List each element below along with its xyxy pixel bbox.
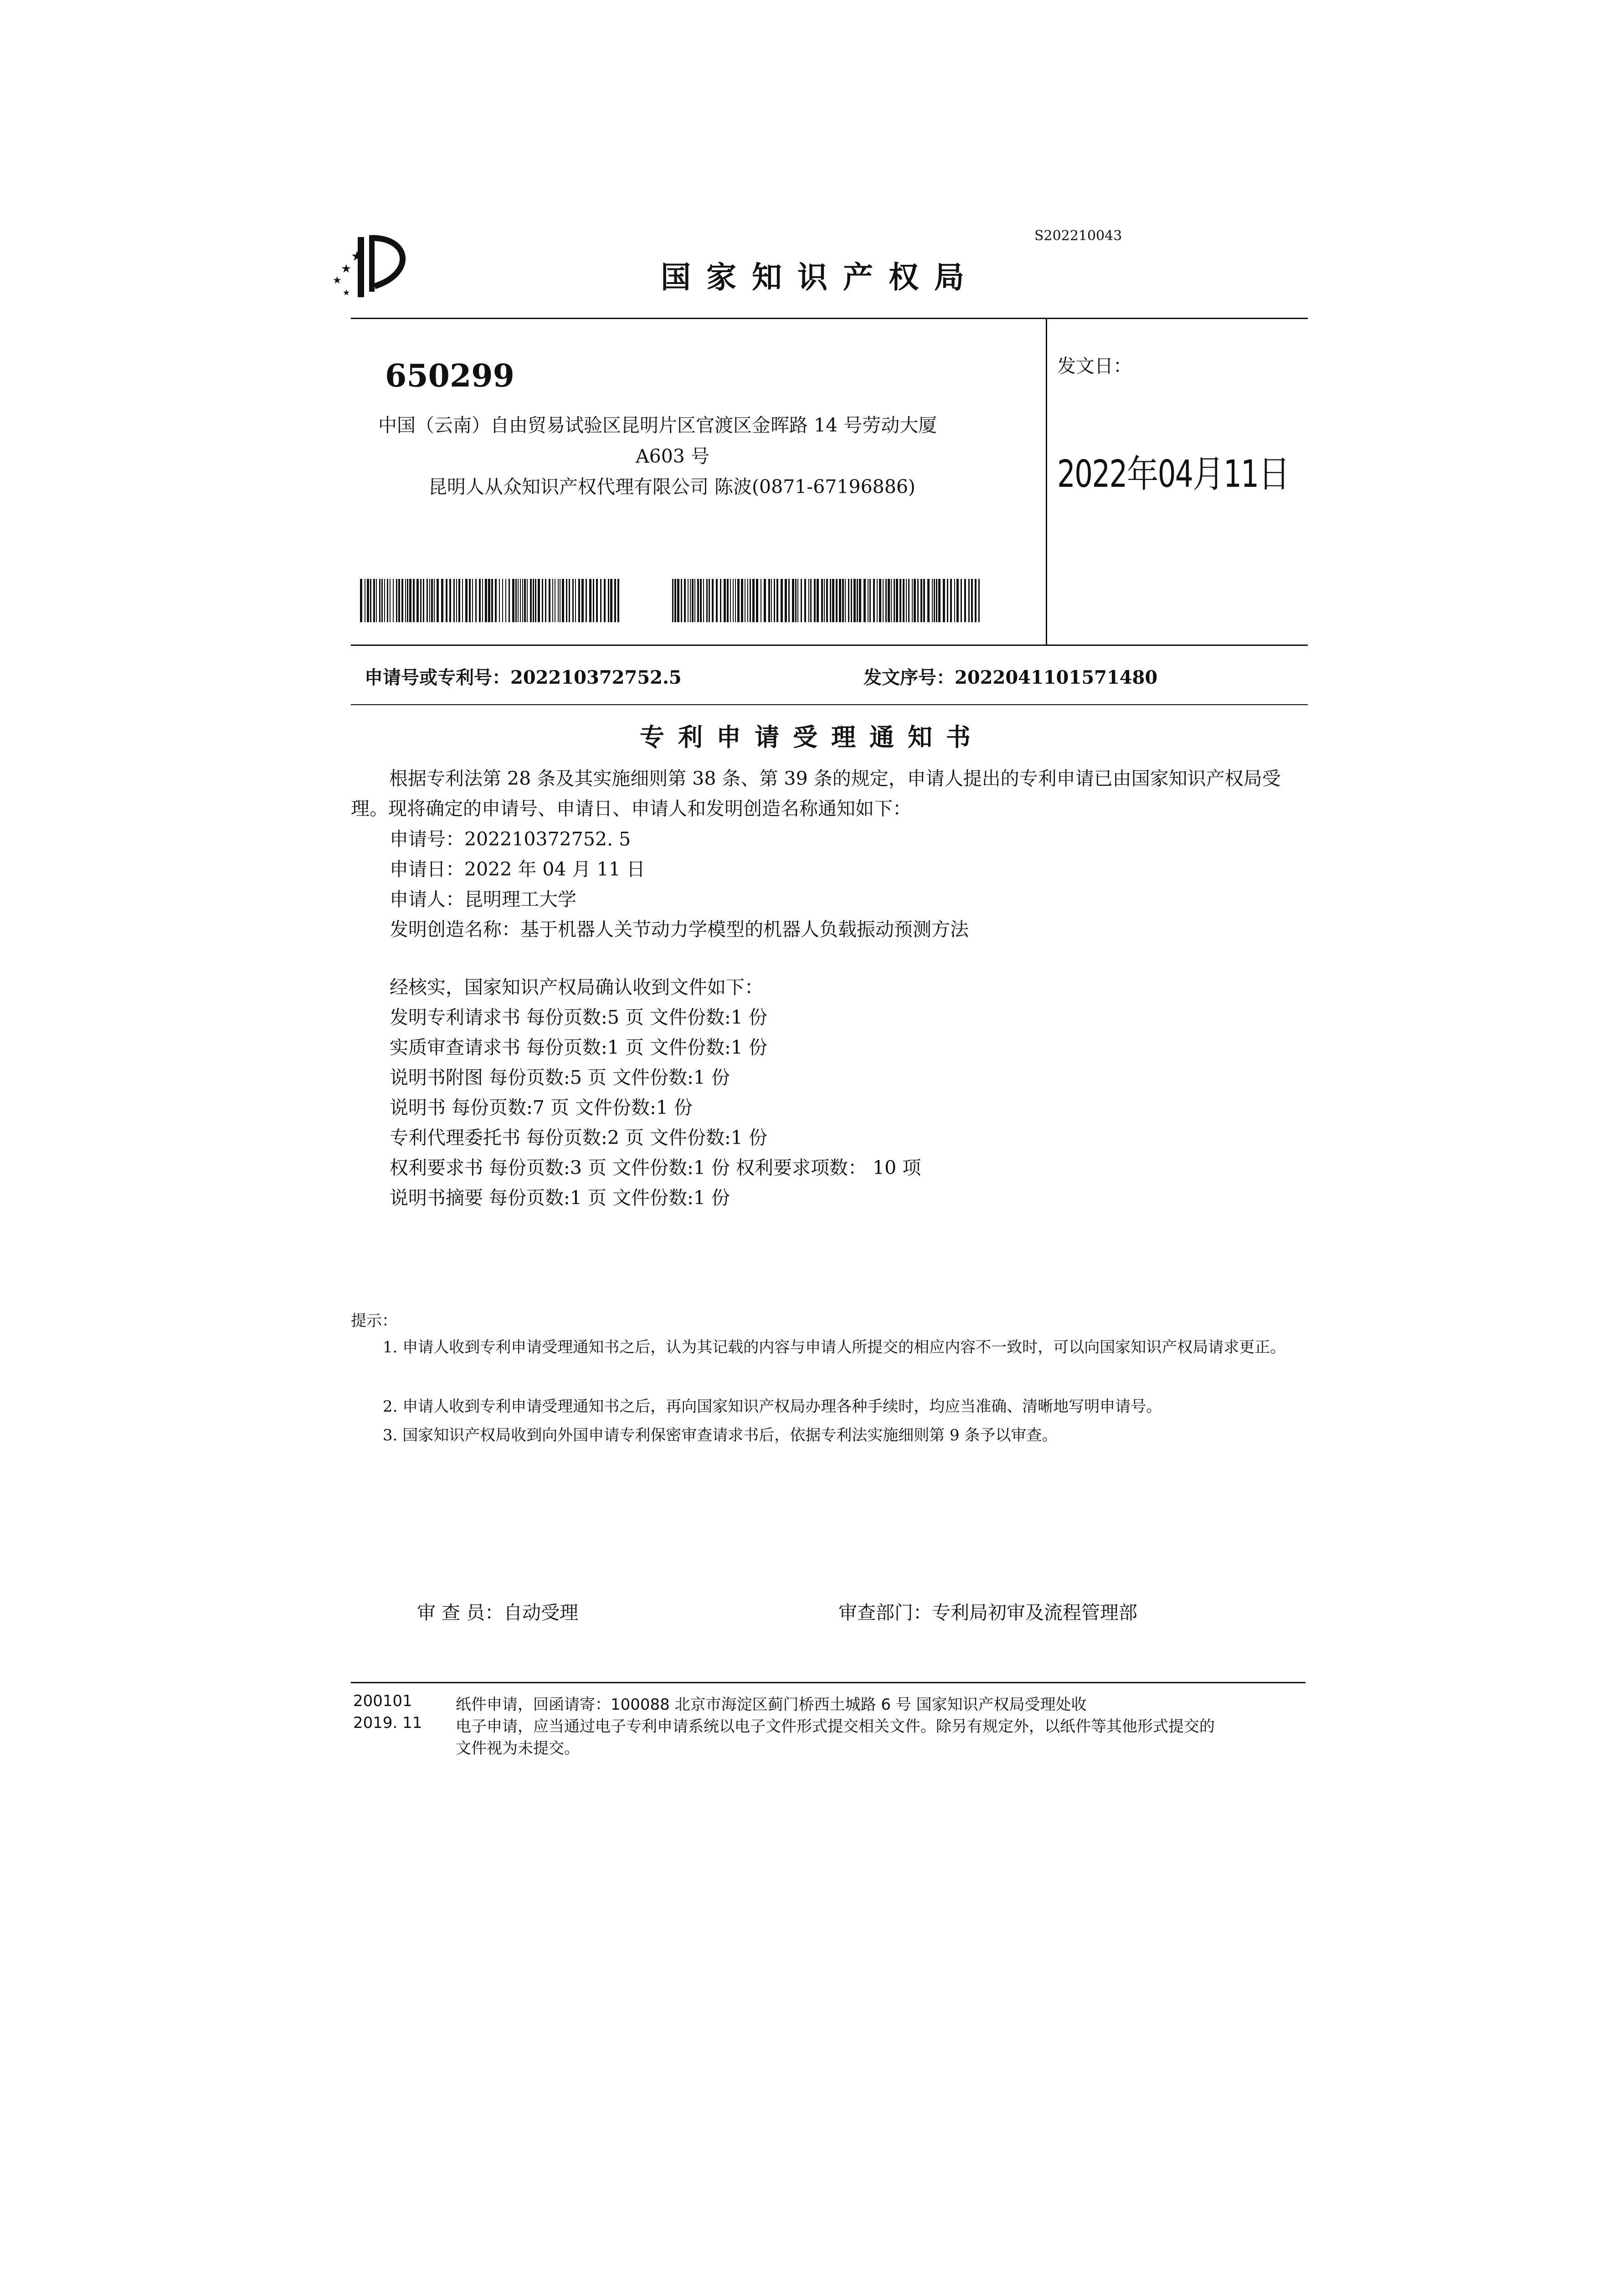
barcode-bar (934, 579, 935, 622)
barcode-bar (747, 579, 748, 622)
barcode-bar (964, 579, 966, 622)
received-file-item: 说明书 每份页数:7 页 文件份数:1 份 (390, 1097, 693, 1119)
barcode-bar (920, 579, 922, 622)
barcode-bar (578, 579, 580, 622)
barcode-bar (853, 579, 856, 622)
barcode-bar (384, 579, 385, 622)
barcode-bar (845, 579, 846, 622)
barcode-bar (788, 579, 790, 622)
barcode-bar (485, 579, 487, 622)
barcode-bar (465, 579, 468, 622)
barcode-bar (894, 579, 895, 622)
barcode-bar (727, 579, 729, 622)
barcode-bar (429, 579, 430, 622)
barcode-bar (515, 579, 517, 622)
postcode: 650299 (385, 358, 514, 394)
barcode-bar (674, 579, 676, 622)
barcode-bar (505, 579, 506, 622)
barcode-bar (379, 579, 380, 622)
barcode-bar (472, 579, 473, 622)
barcode-bar (716, 579, 718, 622)
barcode-bar (776, 579, 778, 622)
barcode-bar (888, 579, 890, 622)
barcode-bar (879, 579, 881, 622)
barcode-bar (413, 579, 415, 622)
application-date-line: 申请日：2022 年 04 月 11 日 (390, 858, 645, 880)
barcode-bar (482, 579, 483, 622)
barcode-bar (512, 579, 514, 622)
barcode-bar (797, 579, 798, 622)
barcode-bar (954, 579, 955, 622)
barcode-bar (690, 579, 691, 622)
barcode-right (672, 579, 982, 622)
barcode-bar (795, 579, 797, 622)
barcode-bar (771, 579, 772, 622)
barcode-bar (533, 579, 534, 622)
barcode-bar (896, 579, 898, 622)
barcode-bar (903, 579, 905, 622)
barcode-bar (808, 579, 809, 622)
barcode-bar (575, 579, 576, 622)
barcode-bar (509, 579, 510, 622)
barcode-bar (750, 579, 751, 622)
barcode-bar (868, 579, 869, 622)
barcode-bar (520, 579, 521, 622)
barcode-bar (950, 579, 952, 622)
application-number-line: 申请号：202210372752. 5 (390, 828, 631, 850)
barcode-bar (885, 579, 887, 622)
barcode-bar (912, 579, 913, 622)
barcode-bar (720, 579, 721, 622)
barcode-bar (810, 579, 812, 622)
barcode-bar (677, 579, 679, 622)
header-rule (351, 318, 1308, 319)
footer-electronic-notice: 电子申请，应当通过电子专利申请系统以电子文件形式提交相关文件。除另有规定外，以纸件等其他形式提交的 (456, 1717, 1215, 1736)
barcode-bar (469, 579, 471, 622)
barcode-bar (604, 579, 606, 622)
barcode-bar (700, 579, 702, 622)
barcode-bar (562, 579, 564, 622)
barcode-bar (446, 579, 447, 622)
barcode-bar (821, 579, 823, 622)
barcode-bar (694, 579, 695, 622)
received-intro: 经核实，国家知识产权局确认收到文件如下： (390, 976, 763, 998)
barcode-bar (449, 579, 451, 622)
barcode-bar (524, 579, 526, 622)
document-serial: S202210043 (1034, 228, 1122, 244)
footer-rule (351, 1682, 1305, 1683)
barcode-bar (608, 579, 609, 622)
applicant-line: 申请人：昆明理工大学 (390, 888, 576, 910)
barcode-bar (857, 579, 858, 622)
barcode-bar (906, 579, 907, 622)
barcode-bar (817, 579, 819, 622)
tip-item: 3. 国家知识产权局收到向外国申请专利保密审查请求书后，依据专利法实施细则第 9 条予以审查。 (383, 1426, 1058, 1444)
examiner: 审 查 员：自动受理 (417, 1602, 579, 1624)
barcode-bar (427, 579, 428, 622)
barcode-bar (737, 579, 740, 622)
barcode-bar (367, 579, 369, 622)
barcode-bar (932, 579, 933, 622)
barcode-left (360, 579, 620, 622)
barcode-bar (600, 579, 601, 622)
barcode-bar (774, 579, 775, 622)
barcode-bar (836, 579, 838, 622)
barcode-bar (581, 579, 584, 622)
barcode-bar (938, 579, 940, 622)
invention-title-line: 发明创造名称：基于机器人关节动力学模型的机器人负载振动预测方法 (390, 918, 969, 940)
barcode-bar (697, 579, 699, 622)
barcode-bar (899, 579, 901, 622)
barcode-bar (781, 579, 783, 622)
svg-text:★: ★ (343, 288, 350, 298)
received-file-item: 说明书摘要 每份页数:1 页 文件份数:1 份 (390, 1187, 730, 1209)
agency-contact: 昆明人从众知识产权代理有限公司 陈波(0871-67196886) (428, 476, 915, 498)
barcode-bar (552, 579, 553, 622)
barcode-bar (851, 579, 852, 622)
barcode-bar (407, 579, 408, 622)
received-file-item: 专利代理委托书 每份页数:2 页 文件份数:1 份 (390, 1127, 767, 1149)
barcode-bar (593, 579, 594, 622)
barcode-bar (370, 579, 371, 622)
notice-intro: 根据专利法第 28 条及其实施细则第 38 条、第 39 条的规定，申请人提出的专利申请已由国家知识产权局受理。现将确定的申请号、申请日、申请人和发明创造名称通知如下： (351, 768, 1281, 820)
barcode-bar (518, 579, 519, 622)
id-line-rule (351, 704, 1308, 705)
barcode-bar (572, 579, 574, 622)
barcode-bar (441, 579, 443, 622)
barcode-bar (923, 579, 925, 622)
barcode-bar (549, 579, 550, 622)
notice-title: 专利申请受理通知书 (640, 723, 984, 752)
barcode-bar (801, 579, 802, 622)
barcode-bar (869, 579, 871, 622)
svg-text:★: ★ (341, 262, 352, 276)
barcode-bar (589, 579, 591, 622)
barcode-bar (462, 579, 463, 622)
received-file-item: 实质审查请求书 每份页数:1 页 文件份数:1 份 (390, 1036, 767, 1058)
barcode-bar (848, 579, 849, 622)
barcode-bar (416, 579, 419, 622)
barcode-bar (479, 579, 481, 622)
barcode-bar (927, 579, 930, 622)
barcode-bar (458, 579, 460, 622)
barcode-bar (398, 579, 400, 622)
barcode-bar (488, 579, 490, 622)
received-file-item: 发明专利请求书 每份页数:5 页 文件份数:1 份 (390, 1006, 767, 1028)
barcode-bar (764, 579, 766, 622)
barcode-bar (830, 579, 831, 622)
barcode-bar (947, 579, 948, 622)
tips-title: 提示： (351, 1312, 397, 1330)
barcode-bar (863, 579, 866, 622)
barcode-bar (975, 579, 976, 622)
barcode-bar (724, 579, 726, 622)
barcode-bar (730, 579, 731, 622)
document-number-label: 发文序号： (863, 667, 955, 688)
barcode-bar (709, 579, 710, 622)
barcode-bar (431, 579, 433, 622)
tip-item: 1. 申请人收到专利申请受理通知书之后，认为其记载的内容与申请人所提交的相应内容不一致时，可以向国家知识产权局请求更正。 (383, 1338, 1286, 1356)
application-number: 202210372752.5 (510, 667, 682, 688)
barcode-bar (569, 579, 570, 622)
barcode-bar (733, 579, 734, 622)
barcode-bar (502, 579, 503, 622)
examination-department: 审查部门：专利局初审及流程管理部 (838, 1602, 1137, 1624)
barcode-bar (614, 579, 616, 622)
barcode-bar (936, 579, 937, 622)
barcode-bar (401, 579, 403, 622)
barcode-bar (586, 579, 587, 622)
barcode-bar (522, 579, 523, 622)
barcode-bar (826, 579, 828, 622)
received-file-item: 说明书附图 每份页数:5 页 文件份数:1 份 (390, 1067, 730, 1088)
barcode-bar (908, 579, 910, 622)
barcode-bar (437, 579, 439, 622)
barcode-bar (785, 579, 787, 622)
barcode-bar (420, 579, 421, 622)
barcode-bar (943, 579, 945, 622)
barcode-bar (824, 579, 825, 622)
barcode-bar (381, 579, 383, 622)
barcode-bar (688, 579, 689, 622)
barcode-bar (373, 579, 375, 622)
tip-item: 2. 申请人收到专利申请受理通知书之后，再向国家知识产权局办理各种手续时，均应当准确、清晰地写明申请号。 (383, 1397, 1162, 1416)
office-name: 国家知识产权局 (661, 260, 980, 295)
barcode-bar (491, 579, 493, 622)
barcode-bar (423, 579, 424, 622)
barcode-bar (405, 579, 406, 622)
barcode-bar (792, 579, 794, 622)
barcode-bar (434, 579, 435, 622)
barcode-bar (499, 579, 500, 622)
barcode-bar (703, 579, 704, 622)
barcode-bar (917, 579, 919, 622)
sent-date: 2022年04月11日 (1057, 453, 1290, 496)
barcode-bar (681, 579, 682, 622)
barcode-bar (971, 579, 973, 622)
received-file-item: 权利要求书 每份页数:3 页 文件份数:1 份 权利要求项数： 10 项 (390, 1157, 921, 1179)
barcode-bar (535, 579, 536, 622)
barcode-bar (360, 579, 362, 622)
barcode-bar (672, 579, 673, 622)
barcode-bar (495, 579, 497, 622)
barcode-bar (968, 579, 970, 622)
address-box-bottom-rule (351, 645, 1308, 646)
barcode-bar (756, 579, 758, 622)
cnipa-logo (333, 232, 424, 301)
barcode-bar (839, 579, 841, 622)
barcode-bar (566, 579, 567, 622)
barcode-bar (396, 579, 397, 622)
barcode-bar (393, 579, 394, 622)
barcode-bar (956, 579, 959, 622)
barcode-bar (741, 579, 743, 622)
footer-paper-notice: 纸件申请，回函请寄：100088 北京市海淀区蓟门桥西土城路 6 号 国家知识产权局受理处收 (456, 1696, 1087, 1714)
barcode-bar (804, 579, 806, 622)
barcode-bar (527, 579, 528, 622)
address-line-1: 中国（云南）自由贸易试验区昆明片区官渡区金晖路 14 号劳动大厦 (378, 414, 937, 436)
barcode-bar (542, 579, 543, 622)
barcode-bar (530, 579, 532, 622)
barcode-bar (475, 579, 477, 622)
barcode-bar (768, 579, 770, 622)
date-box-divider (1046, 318, 1047, 646)
barcode-bar (456, 579, 457, 622)
svg-text:★: ★ (333, 275, 342, 286)
barcode-bar (978, 579, 980, 622)
barcode-bar (877, 579, 878, 622)
barcode-bar (545, 579, 546, 622)
barcode-bar (814, 579, 816, 622)
svg-text:★: ★ (351, 248, 363, 264)
barcode-bar (706, 579, 708, 622)
footer-electronic-notice-cont: 文件视为未提交。 (456, 1739, 580, 1758)
barcode-bar (961, 579, 962, 622)
barcode-bar (610, 579, 612, 622)
barcode-bar (891, 579, 892, 622)
barcode-bar (752, 579, 755, 622)
form-code: 200101 (353, 1692, 412, 1710)
barcode-bar (873, 579, 875, 622)
barcode-bar (390, 579, 391, 622)
barcode-bar (617, 579, 619, 622)
barcode-bar (387, 579, 388, 622)
application-number-label: 申请号或专利号： (365, 667, 510, 688)
barcode-bar (596, 579, 598, 622)
barcode-bar (712, 579, 714, 622)
document-number: 2022041101571480 (955, 667, 1158, 688)
sent-date-label: 发文日： (1057, 355, 1132, 377)
barcode-bar (735, 579, 736, 622)
barcode-bar (914, 579, 916, 622)
form-version: 2019. 11 (353, 1714, 422, 1732)
barcode-bar (832, 579, 834, 622)
barcode-bar (558, 579, 559, 622)
barcode-bar (883, 579, 884, 622)
barcode-bar (684, 579, 686, 622)
barcode-bar (842, 579, 844, 622)
barcode-bar (538, 579, 540, 622)
barcode-bar (692, 579, 694, 622)
address-line-2: A603 号 (636, 445, 709, 467)
barcode-bar (409, 579, 411, 622)
barcode-bar (859, 579, 861, 622)
barcode-bar (376, 579, 377, 622)
barcode-bar (453, 579, 455, 622)
